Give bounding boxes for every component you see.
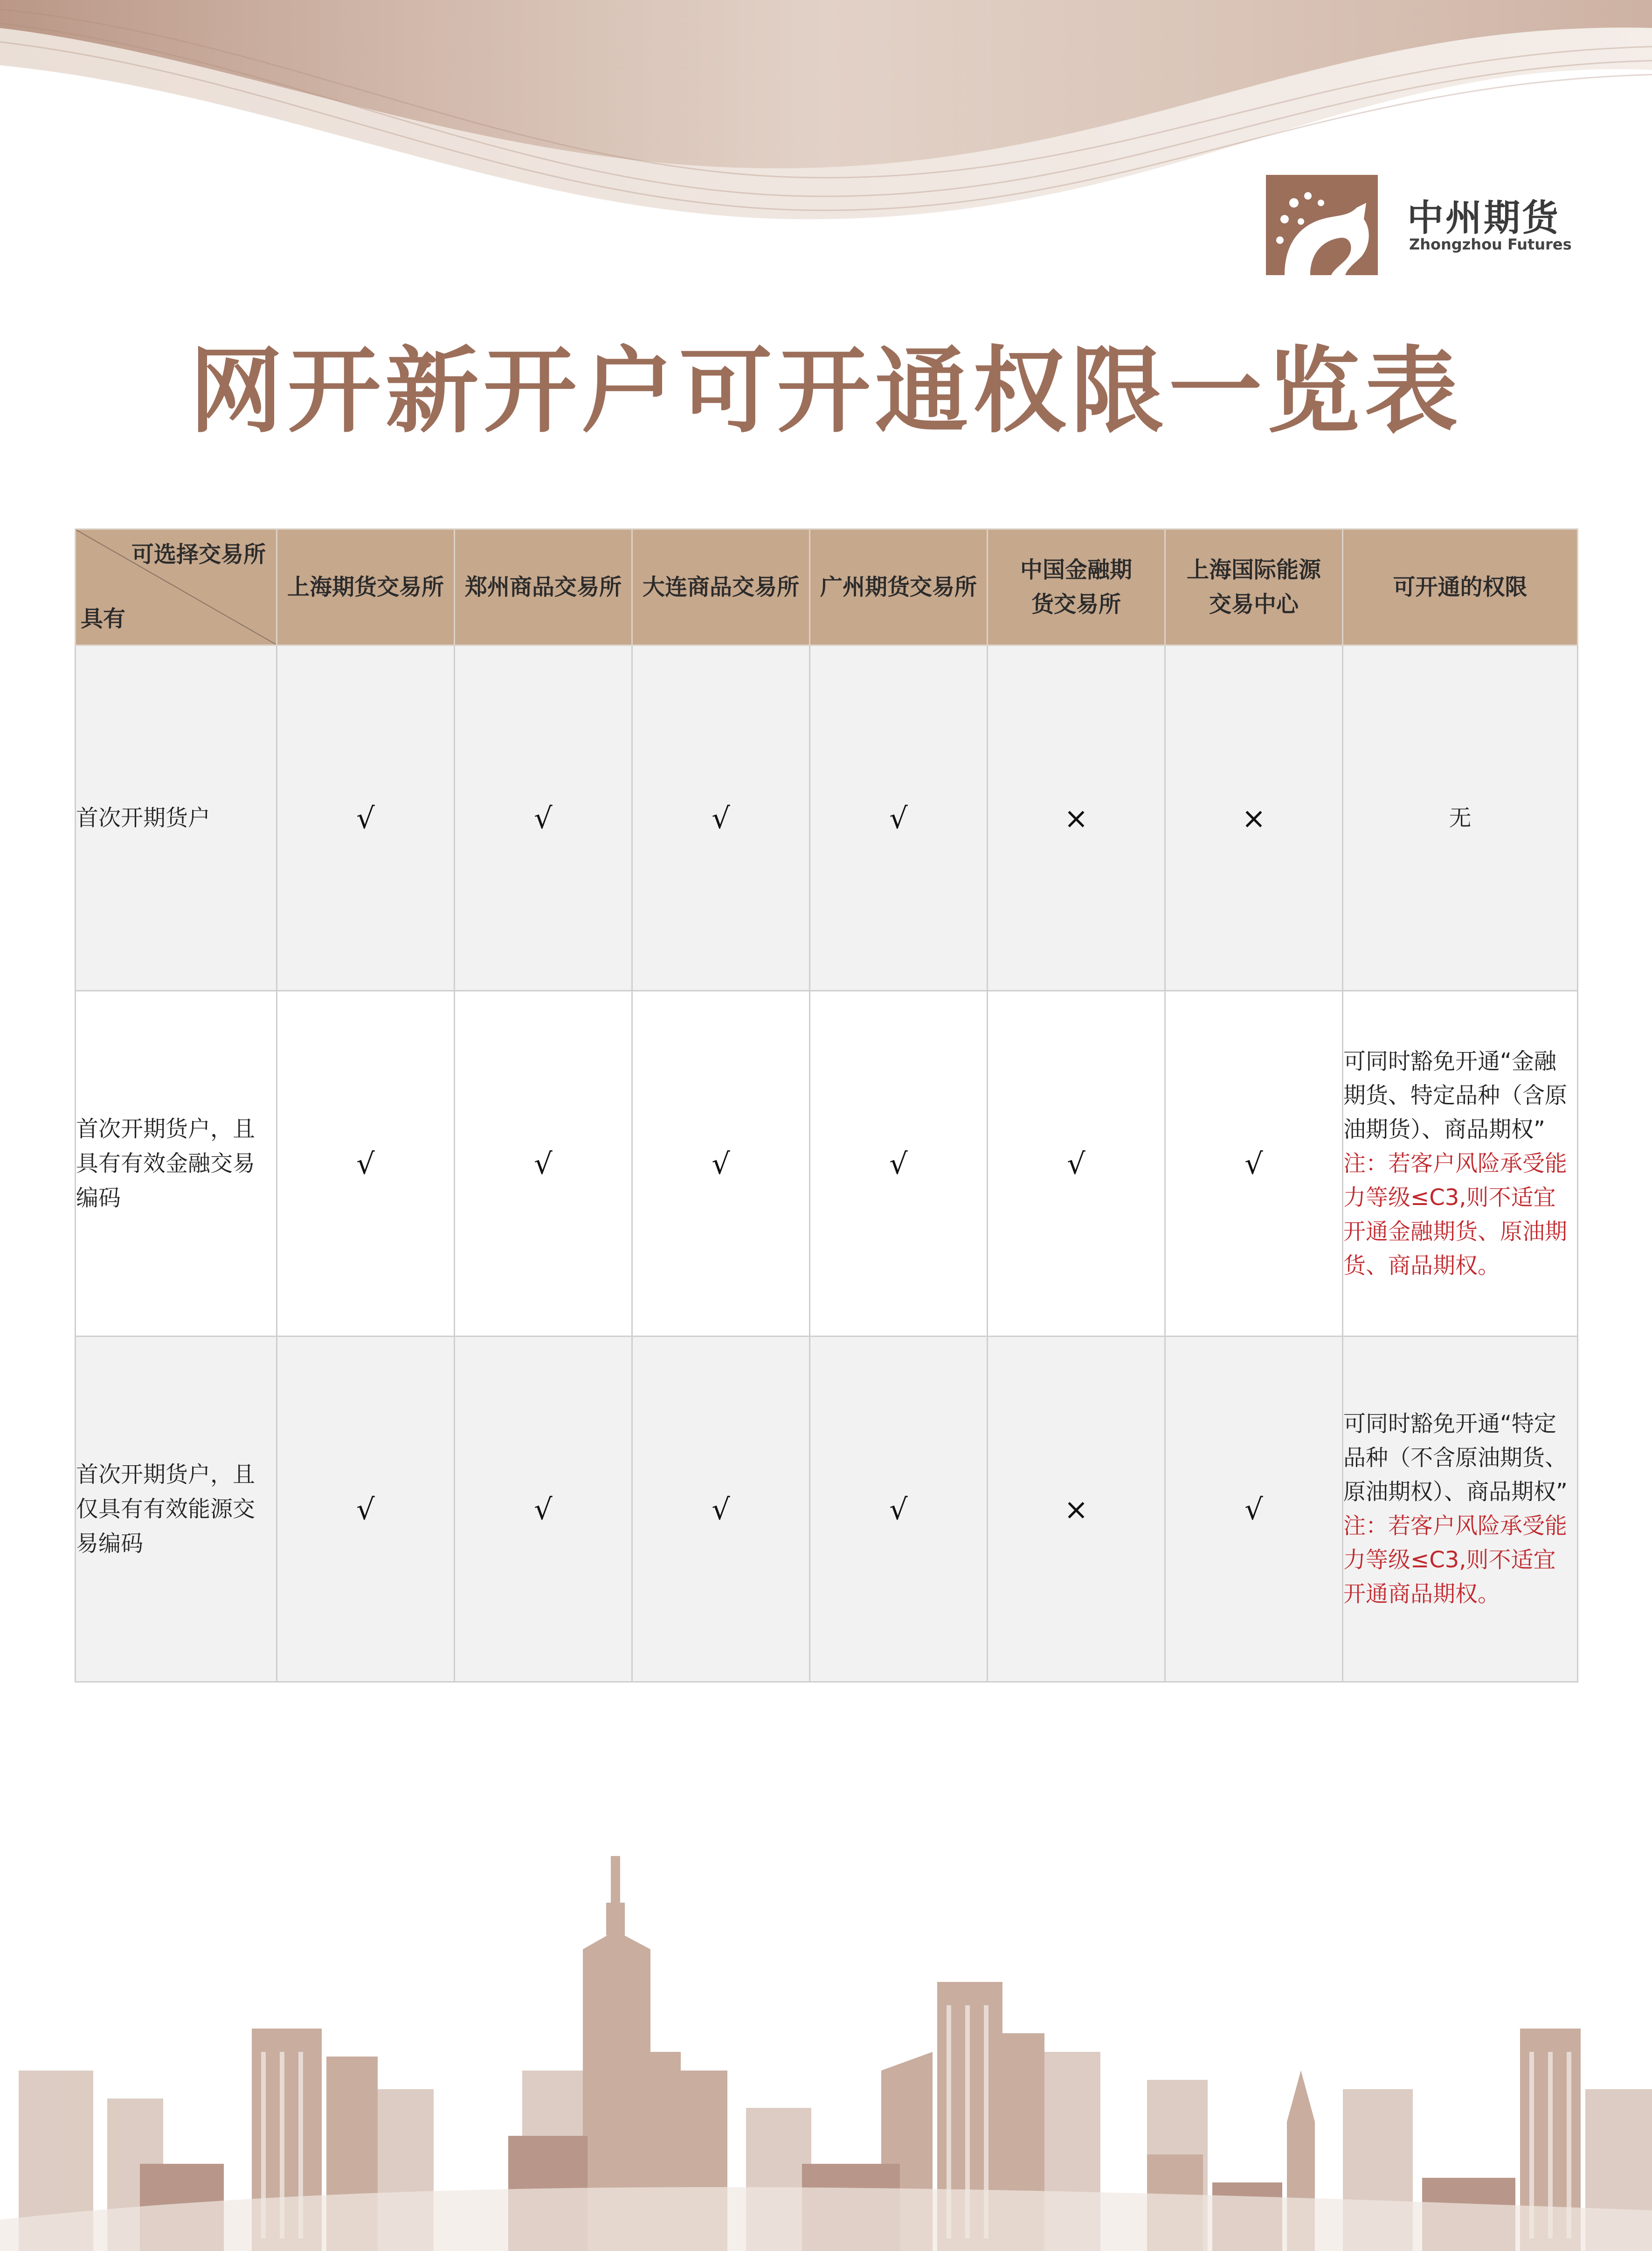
mark-cffex: × (988, 1337, 1165, 1682)
mark-czce: √ (455, 645, 632, 991)
city-skyline-decoration (0, 1809, 1652, 2251)
column-header-permissions: 可开通的权限 (1343, 529, 1578, 645)
mark-dce: √ (632, 1337, 810, 1682)
brand-name-cn: 中州期货 (1407, 197, 1561, 239)
corner-label-exchanges: 可选择交易所 (131, 541, 266, 568)
mark-cffex: √ (988, 991, 1165, 1337)
permission-cell (1343, 991, 1578, 1337)
mark-gfex: √ (810, 645, 988, 991)
column-header-gfex: 广州期货交易所 (810, 529, 988, 645)
permission-cell (1343, 645, 1578, 991)
column-header-dce: 大连商品交易所 (632, 529, 810, 645)
corner-label-has: 具有 (81, 606, 126, 632)
table-header-row (76, 529, 1578, 645)
row-label: 首次开期货户，且仅具有有效能源交易编码 (76, 1337, 277, 1682)
permission-text: 可同时豁免开通“特定品种（不含原油期货、原油期权）、商品期权” (1343, 1411, 1568, 1505)
mark-shfe: √ (277, 645, 455, 991)
row-label: 首次开期货户，且具有有效金融交易编码 (76, 991, 277, 1337)
mark-dce: √ (632, 991, 810, 1337)
table-corner-cell (76, 529, 277, 645)
mark-czce: √ (455, 1337, 632, 1682)
leopard-logo-icon (1266, 175, 1378, 275)
table-row (76, 645, 1578, 991)
brand-logo-block (1266, 175, 1572, 275)
row-label: 首次开期货户 (76, 645, 277, 991)
column-header-cffex: 中国金融期货交易所 (988, 529, 1165, 645)
brand-name-en: Zhongzhou Futures (1409, 235, 1572, 253)
permission-text: 可同时豁免开通“金融期货、特定品种（含原油期货）、商品期权” (1343, 1048, 1568, 1143)
mark-ine: × (1165, 645, 1343, 991)
risk-note: 注：若客户风险承受能力等级≤C3,则不适宜开通金融期货、原油期货、商品期权。 (1343, 1150, 1568, 1279)
risk-note: 注：若客户风险承受能力等级≤C3,则不适宜开通商品期权。 (1343, 1513, 1568, 1607)
mark-ine: √ (1165, 1337, 1343, 1682)
permission-text: 无 (1449, 804, 1472, 831)
mark-gfex: √ (810, 1337, 988, 1682)
mark-gfex: √ (810, 991, 988, 1337)
column-header-shfe: 上海期货交易所 (277, 529, 455, 645)
mark-shfe: √ (277, 991, 455, 1337)
mark-czce: √ (455, 991, 632, 1337)
column-header-ine: 上海国际能源交易中心 (1165, 529, 1343, 645)
mark-cffex: × (988, 645, 1165, 991)
table-row (76, 991, 1578, 1337)
page-title: 网开新开户可开通权限一览表 (189, 337, 1463, 446)
table-row (76, 1337, 1578, 1682)
column-header-czce: 郑州商品交易所 (455, 529, 632, 645)
mark-dce: √ (632, 645, 810, 991)
mark-ine: √ (1165, 991, 1343, 1337)
permission-cell (1343, 1337, 1578, 1682)
mark-shfe: √ (277, 1337, 455, 1682)
permissions-table (75, 528, 1578, 1683)
